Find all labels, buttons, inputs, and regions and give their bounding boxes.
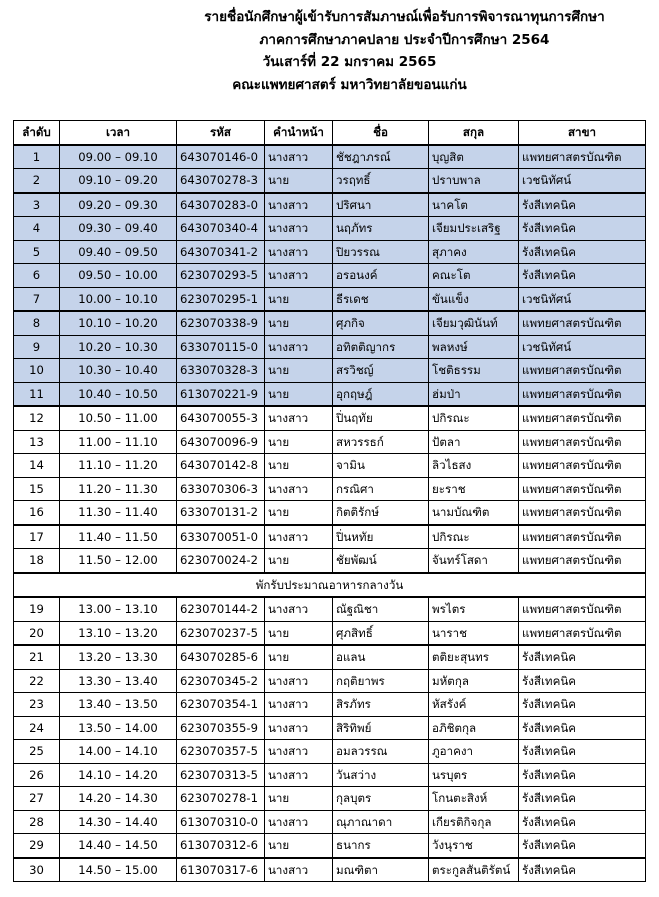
lunch-break-section [14,573,646,598]
last-name: ปกิรณะ [429,525,519,549]
major: แพทยศาสตรบัณฑิต [519,597,646,621]
col-header-no: ลำดับ [14,121,60,145]
student-id: 643070096-9 [177,430,265,454]
time-slot: 09.50 – 10.00 [60,264,177,288]
student-id: 643070142-8 [177,454,265,478]
name-title: นาย [265,169,333,193]
row-number: 16 [14,501,60,525]
first-name: สหวรรธก์ [333,430,429,454]
time-slot: 14.30 – 14.40 [60,810,177,834]
time-slot: 11.10 – 11.20 [60,454,177,478]
last-name: ขันแข็ง [429,287,519,311]
student-id: 623070295-1 [177,287,265,311]
table-row [14,810,646,834]
table-row [14,787,646,811]
student-id: 633070328-3 [177,359,265,383]
document-header [0,6,659,96]
row-number: 10 [14,359,60,383]
lunch-break-label: พักรับประมาณอาหารกลางวัน [14,573,646,598]
last-name: มหัตกุล [429,669,519,693]
student-id: 643070340-4 [177,217,265,241]
last-name: พลหงษ์ [429,335,519,359]
name-title: นางสาว [265,693,333,717]
table-row [14,645,646,669]
student-id: 623070345-2 [177,669,265,693]
last-name: ภูอาคงา [429,740,519,764]
row-number: 8 [14,311,60,335]
last-name: วังนุราช [429,834,519,858]
major: รังสีเทคนิค [519,810,646,834]
time-slot: 09.30 – 09.40 [60,217,177,241]
name-title: นางสาว [265,335,333,359]
major: แพทยศาสตรบัณฑิต [519,311,646,335]
major: รังสีเทคนิค [519,669,646,693]
major: เวชนิทัศน์ [519,169,646,193]
major: แพทยศาสตรบัณฑิต [519,454,646,478]
row-number: 27 [14,787,60,811]
first-name: ณัฐณิชา [333,597,429,621]
last-name: บุญสิต [429,145,519,169]
first-name: ธีรเดช [333,287,429,311]
student-id: 623070313-5 [177,763,265,787]
last-name: ปราบพาล [429,169,519,193]
table-row [14,193,646,217]
table-row [14,311,646,335]
name-title: นาย [265,834,333,858]
time-slot: 09.40 – 09.50 [60,240,177,264]
name-title: นางสาว [265,810,333,834]
last-name: อภิชิตกุล [429,716,519,740]
time-slot: 13.50 – 14.00 [60,716,177,740]
first-name: กรณิศา [333,477,429,501]
afternoon-rows [14,597,646,882]
col-header-title: คำนำหน้า [265,121,333,145]
doc-term: ภาคการศึกษาภาคปลาย ประจำปีการศึกษา 2564 [259,31,550,48]
col-header-id: รหัส [177,121,265,145]
col-header-major: สาขา [519,121,646,145]
student-id: 613070221-9 [177,382,265,406]
major: เวชนิทัศน์ [519,335,646,359]
name-title: นาย [265,382,333,406]
table-row [14,477,646,501]
row-number: 14 [14,454,60,478]
name-title: นางสาว [265,858,333,882]
time-slot: 11.20 – 11.30 [60,477,177,501]
table-row [14,264,646,288]
doc-title: รายชื่อนักศึกษาผู้เข้ารับการสัมภาษณ์เพื่อรับการพิจารณาทุนการศึกษา [204,9,605,25]
first-name: ชัชฎาภรณ์ [333,145,429,169]
row-number: 23 [14,693,60,717]
table-header-row [14,121,646,145]
major: แพทยศาสตรบัณฑิต [519,549,646,573]
table-row [14,669,646,693]
time-slot: 11.50 – 12.00 [60,549,177,573]
major: แพทยศาสตรบัณฑิต [519,621,646,645]
student-id: 623070144-2 [177,597,265,621]
major: รังสีเทคนิค [519,264,646,288]
table-row [14,287,646,311]
name-title: นาย [265,621,333,645]
last-name: ฮ่มป่า [429,382,519,406]
major: แพทยศาสตรบัณฑิต [519,525,646,549]
last-name: ตติยะสุนทร [429,645,519,669]
morning-rows [14,145,646,573]
row-number: 6 [14,264,60,288]
name-title: นางสาว [265,406,333,430]
time-slot: 13.40 – 13.50 [60,693,177,717]
time-slot: 14.00 – 14.10 [60,740,177,764]
table-row [14,335,646,359]
table-row [14,549,646,573]
name-title: นางสาว [265,477,333,501]
first-name: ณุภาณาดา [333,810,429,834]
last-name: ยะราช [429,477,519,501]
time-slot: 11.00 – 11.10 [60,430,177,454]
student-id: 643070341-2 [177,240,265,264]
major: รังสีเทคนิค [519,716,646,740]
lunch-break-row [14,573,646,598]
first-name: ศุภสิทธิ์ [333,621,429,645]
last-name: ปกิรณะ [429,406,519,430]
name-title: นางสาว [265,525,333,549]
row-number: 19 [14,597,60,621]
name-title: นาย [265,549,333,573]
table-row [14,430,646,454]
col-header-time: เวลา [60,121,177,145]
student-id: 643070285-6 [177,645,265,669]
major: แพทยศาสตรบัณฑิต [519,430,646,454]
row-number: 21 [14,645,60,669]
student-id: 633070051-0 [177,525,265,549]
major: แพทยศาสตรบัณฑิต [519,359,646,383]
row-number: 26 [14,763,60,787]
row-number: 2 [14,169,60,193]
student-id: 643070278-3 [177,169,265,193]
row-number: 1 [14,145,60,169]
table-row [14,145,646,169]
name-title: นางสาว [265,763,333,787]
time-slot: 13.00 – 13.10 [60,597,177,621]
row-number: 17 [14,525,60,549]
table-row [14,716,646,740]
student-id: 613070310-0 [177,810,265,834]
row-number: 30 [14,858,60,882]
last-name: เกียรติกิจกุล [429,810,519,834]
first-name: อุกฤษฎ์ [333,382,429,406]
row-number: 28 [14,810,60,834]
major: เวชนิทัศน์ [519,287,646,311]
student-id: 613070317-6 [177,858,265,882]
row-number: 9 [14,335,60,359]
last-name: พรไตร [429,597,519,621]
name-title: นาย [265,430,333,454]
row-number: 24 [14,716,60,740]
name-title: นางสาว [265,597,333,621]
student-id: 623070357-5 [177,740,265,764]
first-name: อแลน [333,645,429,669]
row-number: 3 [14,193,60,217]
time-slot: 14.10 – 14.20 [60,763,177,787]
major: แพทยศาสตรบัณฑิต [519,145,646,169]
major: รังสีเทคนิค [519,645,646,669]
table-row [14,693,646,717]
last-name: หัสรังค์ [429,693,519,717]
student-id: 613070312-6 [177,834,265,858]
row-number: 18 [14,549,60,573]
table-row [14,501,646,525]
row-number: 7 [14,287,60,311]
first-name: ปิ่นฤทัย [333,406,429,430]
major: รังสีเทคนิค [519,740,646,764]
last-name: นาราช [429,621,519,645]
time-slot: 10.10 – 10.20 [60,311,177,335]
name-title: นาย [265,501,333,525]
doc-date: วันเสาร์ที่ 22 มกราคม 2565 [262,54,437,70]
major: รังสีเทคนิค [519,763,646,787]
first-name: สิรภัทร [333,693,429,717]
row-number: 12 [14,406,60,430]
major: แพทยศาสตรบัณฑิต [519,501,646,525]
first-name: ธนากร [333,834,429,858]
time-slot: 13.20 – 13.30 [60,645,177,669]
name-title: นาย [265,287,333,311]
interview-schedule-table [13,120,646,882]
row-number: 11 [14,382,60,406]
major: รังสีเทคนิค [519,834,646,858]
row-number: 20 [14,621,60,645]
major: รังสีเทคนิค [519,217,646,241]
first-name: ปริศนา [333,193,429,217]
student-id: 623070237-5 [177,621,265,645]
major: แพทยศาสตรบัณฑิต [519,477,646,501]
last-name: ลิวไธสง [429,454,519,478]
last-name: ตระกูลสันติรัตน์ [429,858,519,882]
student-id: 633070131-2 [177,501,265,525]
first-name: จามิน [333,454,429,478]
time-slot: 11.40 – 11.50 [60,525,177,549]
first-name: อมลวรรณ [333,740,429,764]
time-slot: 09.00 – 09.10 [60,145,177,169]
table-row [14,169,646,193]
first-name: มณฑิตา [333,858,429,882]
table-row [14,382,646,406]
student-id: 643070146-0 [177,145,265,169]
row-number: 5 [14,240,60,264]
name-title: นาย [265,787,333,811]
student-id: 623070024-2 [177,549,265,573]
student-id: 643070283-0 [177,193,265,217]
major: รังสีเทคนิค [519,858,646,882]
row-number: 15 [14,477,60,501]
last-name: นาคโต [429,193,519,217]
first-name: อรอนงค์ [333,264,429,288]
time-slot: 13.10 – 13.20 [60,621,177,645]
first-name: กุลบุตร [333,787,429,811]
table-row [14,858,646,882]
row-number: 25 [14,740,60,764]
major: รังสีเทคนิค [519,240,646,264]
student-id: 623070338-9 [177,311,265,335]
major: รังสีเทคนิค [519,193,646,217]
time-slot: 09.10 – 09.20 [60,169,177,193]
name-title: นางสาว [265,240,333,264]
table-row [14,763,646,787]
time-slot: 10.20 – 10.30 [60,335,177,359]
last-name: โกนตะสิงห์ [429,787,519,811]
row-number: 29 [14,834,60,858]
name-title: นางสาว [265,669,333,693]
time-slot: 10.30 – 10.40 [60,359,177,383]
last-name: เจียมประเสริฐ [429,217,519,241]
name-title: นางสาว [265,740,333,764]
name-title: นาย [265,645,333,669]
last-name: เจียมวุฒินันท์ [429,311,519,335]
first-name: นฤภัทร [333,217,429,241]
student-id: 633070306-3 [177,477,265,501]
first-name: กฤติยาพร [333,669,429,693]
time-slot: 14.20 – 14.30 [60,787,177,811]
time-slot: 14.40 – 14.50 [60,834,177,858]
last-name: คณะโต [429,264,519,288]
col-header-first-name: ชื่อ [333,121,429,145]
table-row [14,525,646,549]
name-title: นาย [265,454,333,478]
student-id: 623070293-5 [177,264,265,288]
first-name: ปิ่นหทัย [333,525,429,549]
table-row [14,240,646,264]
first-name: วรฤทธิ์ [333,169,429,193]
name-title: นาย [265,311,333,335]
name-title: นางสาว [265,217,333,241]
name-title: นางสาว [265,193,333,217]
first-name: สิริทิพย์ [333,716,429,740]
first-name: สรวิชญ์ [333,359,429,383]
major: แพทยศาสตรบัณฑิต [519,382,646,406]
student-id: 623070278-1 [177,787,265,811]
doc-faculty: คณะแพทยศาสตร์ มหาวิทยาลัยขอนแก่น [232,76,467,93]
last-name: ปัตลา [429,430,519,454]
student-id: 623070355-9 [177,716,265,740]
table-row [14,454,646,478]
first-name: วันสว่าง [333,763,429,787]
name-title: นางสาว [265,145,333,169]
row-number: 4 [14,217,60,241]
row-number: 13 [14,430,60,454]
table-row [14,359,646,383]
last-name: สุภาคง [429,240,519,264]
col-header-last-name: สกุล [429,121,519,145]
name-title: นางสาว [265,264,333,288]
table-row [14,406,646,430]
time-slot: 10.50 – 11.00 [60,406,177,430]
row-number: 22 [14,669,60,693]
major: รังสีเทคนิค [519,787,646,811]
student-id: 633070115-0 [177,335,265,359]
first-name: ศุภกิจ [333,311,429,335]
time-slot: 11.30 – 11.40 [60,501,177,525]
first-name: ชัยพัฒน์ [333,549,429,573]
time-slot: 10.40 – 10.50 [60,382,177,406]
table-row [14,834,646,858]
table-row [14,621,646,645]
last-name: นรบุตร [429,763,519,787]
time-slot: 10.00 – 10.10 [60,287,177,311]
time-slot: 13.30 – 13.40 [60,669,177,693]
name-title: นาย [265,359,333,383]
first-name: อทิตติญากร [333,335,429,359]
first-name: กิตติรักษ์ [333,501,429,525]
time-slot: 14.50 – 15.00 [60,858,177,882]
major: แพทยศาสตรบัณฑิต [519,406,646,430]
major: รังสีเทคนิค [519,693,646,717]
table-row [14,597,646,621]
last-name: โชติธรรม [429,359,519,383]
student-id: 643070055-3 [177,406,265,430]
last-name: จันทร์โสดา [429,549,519,573]
student-id: 623070354-1 [177,693,265,717]
last-name: นามบัณฑิต [429,501,519,525]
first-name: ปิยวรรณ [333,240,429,264]
table-row [14,217,646,241]
table-row [14,740,646,764]
time-slot: 09.20 – 09.30 [60,193,177,217]
name-title: นางสาว [265,716,333,740]
